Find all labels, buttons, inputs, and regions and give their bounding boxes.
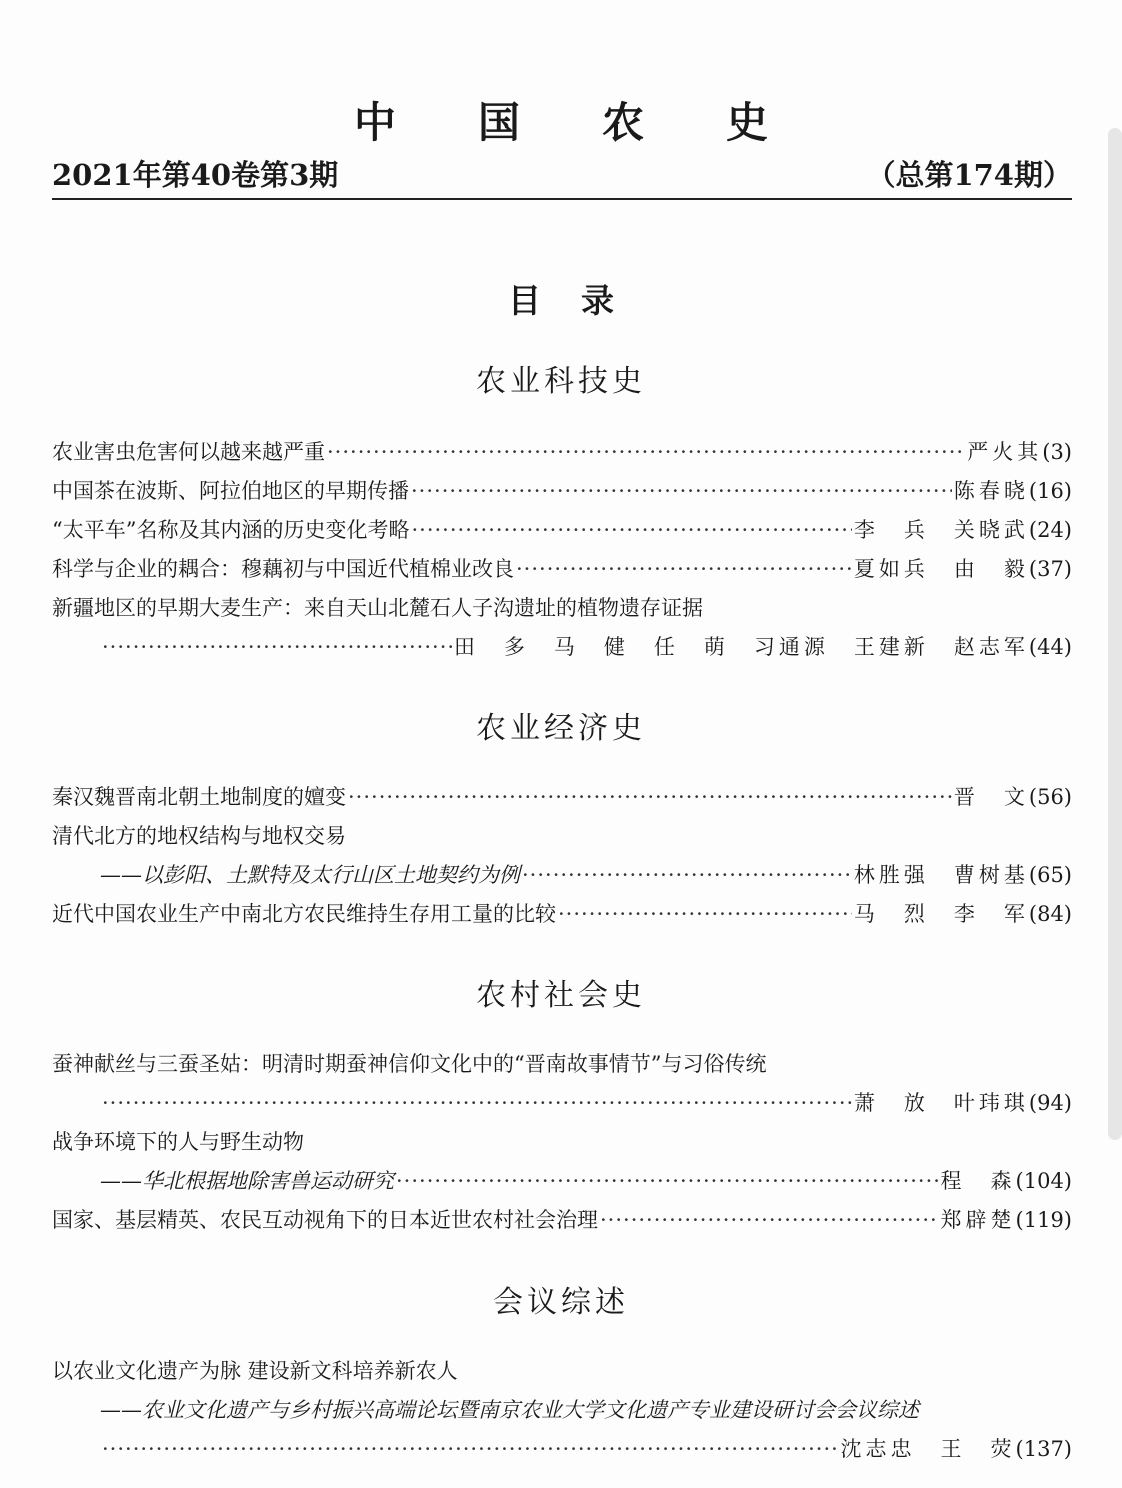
issue-volume: 2021年第40卷第3期	[52, 158, 339, 192]
entry-title: 农业害虫危害何以越来越严重	[52, 440, 325, 464]
dot-leader	[411, 476, 952, 506]
entry-title: 新疆地区的早期大麦生产：来自天山北麓石人子沟遗址的植物遗存证据	[52, 596, 703, 620]
entry-subtitle: ——农业文化遗产与乡村振兴高端论坛暨南京农业大学文化遗产专业建设研讨会会议综述	[100, 1398, 919, 1422]
issue-total: （总第174期）	[866, 158, 1072, 192]
entry-page: (16)	[1028, 479, 1072, 503]
dot-leader	[600, 1205, 939, 1235]
dot-leader	[102, 632, 452, 662]
entry-title: 中国茶在波斯、阿拉伯地区的早期传播	[52, 479, 409, 503]
toc-entry-subtitle-line[interactable]	[100, 860, 1072, 890]
dot-leader	[411, 515, 851, 545]
entry-title: “太平车”名称及其内涵的历史变化考略	[52, 518, 410, 542]
dot-leader	[396, 1166, 939, 1196]
entry-title: 蚕神献丝与三蚕圣姑：明清时期蚕神信仰文化中的“晋南故事情节”与习俗传统	[52, 1052, 767, 1076]
dot-leader	[558, 899, 852, 929]
entry-page: (65)	[1028, 863, 1072, 887]
toc-entry-title-line[interactable]	[52, 593, 1072, 623]
toc-entry[interactable]	[52, 899, 1072, 929]
entry-page: (94)	[1028, 1091, 1072, 1115]
toc-entry[interactable]	[52, 1205, 1072, 1235]
entry-title: 科学与企业的耦合：穆藕初与中国近代植棉业改良	[52, 557, 514, 581]
journal-title: 中国农史	[353, 98, 850, 147]
toc-entry-subtitle-line[interactable]	[100, 1395, 1072, 1425]
entry-authors: 严火其	[967, 440, 1043, 464]
toc-entry[interactable]	[52, 476, 1072, 506]
toc-entry-author-line[interactable]	[100, 1088, 1072, 1118]
entry-authors: 马 烈 李 军	[853, 902, 1029, 926]
toc-entry-title-line[interactable]	[52, 821, 1072, 851]
entry-authors: 田 多 马 健 任 萌 习通源 王建新 赵志军	[453, 635, 1029, 659]
entry-page: (104)	[1015, 1169, 1072, 1193]
toc-entry-title-line[interactable]	[52, 1356, 1072, 1386]
dot-leader	[327, 437, 965, 467]
toc-entry[interactable]	[52, 437, 1072, 467]
section-title-rural-society: 农村社会史	[476, 978, 646, 1013]
entry-page: (119)	[1015, 1208, 1072, 1232]
dot-leader	[516, 554, 852, 584]
entry-page: (56)	[1028, 785, 1072, 809]
entry-subtitle: ——以彭阳、土默特及太行山区土地契约为例	[100, 863, 520, 887]
entry-page: (44)	[1028, 635, 1072, 659]
entry-authors: 林胜强 曹树基	[853, 863, 1029, 887]
entry-page: (24)	[1028, 518, 1072, 542]
section-title-conference: 会议综述	[493, 1285, 629, 1320]
toc-entry[interactable]	[52, 554, 1072, 584]
entry-page: (137)	[1015, 1437, 1072, 1461]
entry-page: (84)	[1028, 902, 1072, 926]
entry-authors: 李 兵 关晓武	[853, 518, 1029, 542]
toc-entry-author-line[interactable]	[100, 632, 1072, 662]
section-title-agri-tech: 农业科技史	[476, 364, 646, 399]
entry-title: 战争环境下的人与野生动物	[52, 1130, 304, 1154]
section-title-agri-econ: 农业经济史	[476, 711, 646, 746]
toc-entry[interactable]	[52, 515, 1072, 545]
entry-authors: 晋 文	[953, 785, 1029, 809]
entry-title: 清代北方的地权结构与地权交易	[52, 824, 346, 848]
toc-entry[interactable]	[52, 782, 1072, 812]
entry-authors: 萧 放 叶玮琪	[853, 1091, 1029, 1115]
entry-title: 国家、基层精英、农民互动视角下的日本近世农村社会治理	[52, 1208, 598, 1232]
entry-authors: 陈春晓	[953, 479, 1029, 503]
issue-info-row	[52, 160, 1072, 200]
entry-page: (3)	[1042, 440, 1072, 464]
entry-title: 秦汉魏晋南北朝土地制度的嬗变	[52, 785, 346, 809]
dot-leader	[102, 1434, 839, 1464]
toc-entry-author-line[interactable]	[100, 1434, 1072, 1464]
entry-title: 近代中国农业生产中南北方农民维持生存用工量的比较	[52, 902, 556, 926]
toc-heading: 目录	[508, 281, 654, 320]
dot-leader	[522, 860, 852, 890]
entry-page: (37)	[1028, 557, 1072, 581]
dot-leader	[102, 1088, 852, 1118]
toc-entry-title-line[interactable]	[52, 1127, 1072, 1157]
entry-authors: 程 森	[940, 1169, 1016, 1193]
entry-authors: 郑辟楚	[940, 1208, 1016, 1232]
toc-entry-subtitle-line[interactable]	[100, 1166, 1072, 1196]
entry-authors: 沈志忠 王 荧	[840, 1437, 1016, 1461]
toc-entry-title-line[interactable]	[52, 1049, 1072, 1079]
entry-title: 以农业文化遗产为脉 建设新文科培养新农人	[52, 1359, 458, 1383]
entry-authors: 夏如兵 由 毅	[853, 557, 1029, 581]
entry-subtitle: ——华北根据地除害兽运动研究	[100, 1169, 394, 1193]
dot-leader	[348, 782, 952, 812]
